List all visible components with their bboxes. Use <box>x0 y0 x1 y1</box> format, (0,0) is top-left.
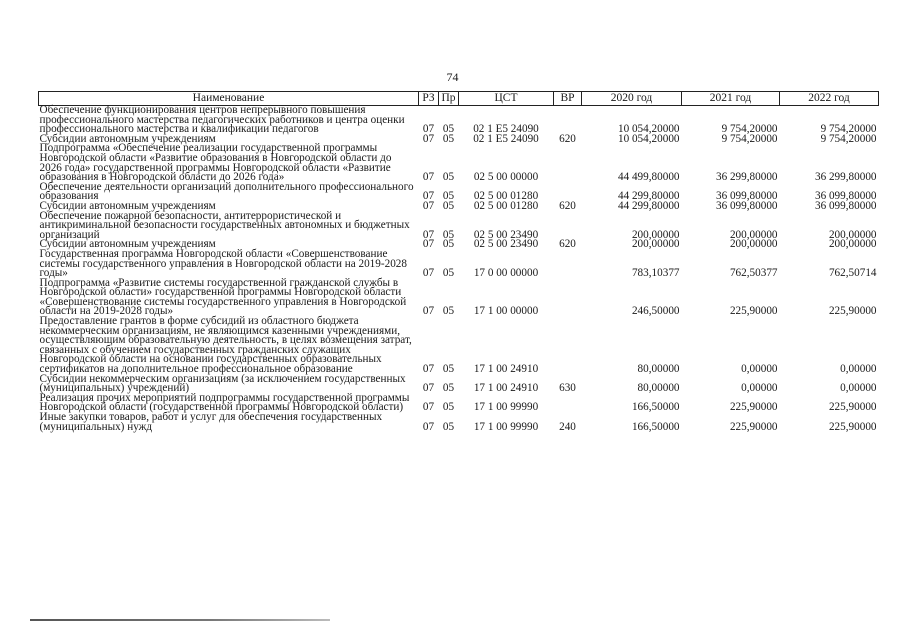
row-name: Подпрограмма «Развитие системы государственной гражданской службы в Новгородской области» государственной программы Новгородской области «Совершенствование системы государственного управления в Новгородской области на 2019-2028 годы» <box>39 276 407 318</box>
row-vr: 240 <box>559 420 576 433</box>
row-amount-2022: 225,90000 <box>828 401 877 414</box>
row-amount-2020: 166,50000 <box>631 420 680 433</box>
row-name: Обеспечение деятельности организаций дополнительного профессионального образования <box>39 180 414 203</box>
header-pr: Пр <box>439 92 459 106</box>
page-number: 74 <box>446 70 459 84</box>
row-amount-2020: 200,00000 <box>631 238 680 251</box>
row-rz: 07 <box>422 199 435 212</box>
table-row <box>39 317 879 375</box>
header-rz: РЗ <box>419 92 439 106</box>
row-pr: 05 <box>442 228 455 241</box>
row-pr: 05 <box>442 363 455 376</box>
row-vr <box>554 212 582 241</box>
row-amount-2022: 0,00000 <box>840 363 877 376</box>
row-amount-2021: 225,90000 <box>729 305 778 318</box>
row-cst: 17 1 00 00000 <box>473 305 539 318</box>
row-amount-2021: 0,00000 <box>741 382 778 395</box>
row-name: Обеспечение функционирования центров непрерывного повышения профессионального мастерства педагогических работников и центра оценки профессионального мастерства и квалификации педагогов <box>39 104 405 136</box>
row-amount-2022: 200,00000 <box>828 238 877 251</box>
row-amount-2021: 0,00000 <box>741 363 778 376</box>
row-cst: 02 1 Е5 24090 <box>473 123 539 136</box>
bottom-rule <box>30 619 330 621</box>
row-rz: 07 <box>422 363 435 376</box>
row-amount-2021: 36 099,80000 <box>715 199 778 212</box>
row-amount-2022: 36 099,80000 <box>814 190 877 203</box>
row-rz: 07 <box>422 238 435 251</box>
row-vr <box>554 317 582 375</box>
row-amount-2022: 36 099,80000 <box>814 199 877 212</box>
row-rz: 07 <box>422 123 435 136</box>
row-amount-2022: 9 754,20000 <box>820 132 877 145</box>
table-row <box>39 212 879 241</box>
row-rz: 07 <box>422 305 435 318</box>
header-name: Наименование <box>39 92 419 106</box>
row-vr <box>554 144 582 182</box>
row-name: Государственная программа Новгородской области «Совершенствование системы государственного управления в Новгородской области на 2019-2028 годы» <box>39 247 407 280</box>
row-cst: 02 5 00 23490 <box>473 238 539 251</box>
row-cst: 17 1 00 99990 <box>473 401 539 414</box>
row-rz: 07 <box>422 401 435 414</box>
row-vr: 620 <box>559 132 576 145</box>
budget-table <box>38 91 879 432</box>
table-row <box>39 375 879 394</box>
row-amount-2022: 200,00000 <box>828 228 877 241</box>
row-pr: 05 <box>442 238 455 251</box>
row-pr: 05 <box>442 171 455 184</box>
row-amount-2021: 225,90000 <box>729 401 778 414</box>
row-amount-2020: 10 054,20000 <box>617 132 680 145</box>
row-amount-2020: 783,10377 <box>631 267 680 280</box>
row-amount-2021: 9 754,20000 <box>721 132 778 145</box>
row-amount-2022: 225,90000 <box>828 305 877 318</box>
row-name: Иные закупки товаров, работ и услуг для обеспечения государственных (муниципальных) нужд <box>39 411 383 433</box>
row-vr: 630 <box>559 382 576 395</box>
row-cst: 02 5 00 23490 <box>473 228 539 241</box>
row-amount-2022: 0,00000 <box>840 382 877 395</box>
row-amount-2020: 200,00000 <box>631 228 680 241</box>
row-rz: 07 <box>422 132 435 145</box>
row-amount-2020: 166,50000 <box>631 401 680 414</box>
row-amount-2021: 9 754,20000 <box>721 123 778 136</box>
row-name: Субсидии некоммерческим организациям (за исключением государственных (муниципальных) учреждений) <box>39 372 406 395</box>
row-amount-2021: 762,50377 <box>729 267 778 280</box>
row-amount-2021: 225,90000 <box>729 420 778 433</box>
row-vr <box>554 279 582 317</box>
header-2021: 2021 год <box>682 92 780 106</box>
row-name: Подпрограмма «Обеспечение реализации государственной программы Новгородской области «Развитие образования в Новгородской области до 2026 года» государственной программы Новгородской области «Развитие образования в Новгородской области до 2026 года» <box>39 142 392 184</box>
row-pr: 05 <box>442 401 455 414</box>
row-amount-2021: 200,00000 <box>729 238 778 251</box>
table-row <box>39 413 879 432</box>
row-vr: 620 <box>559 199 576 212</box>
row-amount-2022: 9 754,20000 <box>820 123 877 136</box>
table-row <box>39 250 879 279</box>
table-row <box>39 279 879 317</box>
row-rz: 07 <box>422 267 435 280</box>
row-rz: 07 <box>422 420 435 433</box>
row-pr: 05 <box>442 190 455 203</box>
row-pr: 05 <box>442 382 455 395</box>
row-vr <box>554 394 582 413</box>
row-amount-2022: 36 299,80000 <box>814 171 877 184</box>
row-amount-2020: 44 299,80000 <box>617 190 680 203</box>
row-name: Реализация прочих мероприятий подпрограммы государственной программы Новгородской области (государственной программы Новгородской области) <box>39 391 410 414</box>
row-pr: 05 <box>442 267 455 280</box>
row-cst: 17 1 00 24910 <box>473 382 539 395</box>
header-cst: ЦСТ <box>459 92 554 106</box>
row-amount-2021: 36 299,80000 <box>715 171 778 184</box>
row-vr: 620 <box>559 238 576 251</box>
row-cst: 02 5 00 01280 <box>473 190 539 203</box>
header-vr: ВР <box>554 92 582 106</box>
row-name: Субсидии автономным учреждениям <box>39 199 216 212</box>
header-2022: 2022 год <box>780 92 879 106</box>
row-name: Субсидии автономным учреждениям <box>39 238 216 251</box>
row-amount-2021: 200,00000 <box>729 228 778 241</box>
row-pr: 05 <box>442 123 455 136</box>
row-vr <box>554 250 582 279</box>
row-vr <box>554 106 582 135</box>
row-cst: 02 1 Е5 24090 <box>473 132 539 145</box>
row-rz: 07 <box>422 171 435 184</box>
row-amount-2022: 762,50714 <box>828 267 877 280</box>
row-cst: 17 1 00 99990 <box>473 420 539 433</box>
table-row <box>39 106 879 135</box>
row-name: Предоставление грантов в форме субсидий из областного бюджета некоммерческим организациям, не являющимся казенными учреждениями, осуществляющим образовательную деятельность, в целях возмещения затрат, связанных с обучением государственных гражданских служащих Новгородской области на основании государственных образовательных сертификатов на дополнительное профессиональное образование <box>39 315 412 376</box>
row-cst: 17 1 00 24910 <box>473 363 539 376</box>
row-rz: 07 <box>422 382 435 395</box>
row-cst: 17 0 00 00000 <box>473 267 539 280</box>
table-row <box>39 144 879 182</box>
row-pr: 05 <box>442 305 455 318</box>
row-pr: 05 <box>442 132 455 145</box>
table-body <box>39 106 879 433</box>
row-pr: 05 <box>442 420 455 433</box>
row-cst: 02 5 00 01280 <box>473 199 539 212</box>
row-amount-2020: 80,00000 <box>637 382 680 395</box>
row-name: Обеспечение пожарной безопасности, антитеррористической и антикриминальной безопасности государственных автономных и бюджетных организаций <box>39 209 410 241</box>
row-amount-2020: 246,50000 <box>631 305 680 318</box>
row-amount-2020: 10 054,20000 <box>617 123 680 136</box>
row-amount-2020: 44 299,80000 <box>617 199 680 212</box>
row-pr: 05 <box>442 199 455 212</box>
row-cst: 02 5 00 00000 <box>473 171 539 184</box>
row-amount-2021: 36 099,80000 <box>715 190 778 203</box>
row-amount-2020: 80,00000 <box>637 363 680 376</box>
row-rz: 07 <box>422 228 435 241</box>
row-name: Субсидии автономным учреждениям <box>39 132 216 145</box>
header-2020: 2020 год <box>582 92 682 106</box>
row-amount-2020: 44 499,80000 <box>617 171 680 184</box>
row-amount-2022: 225,90000 <box>828 420 877 433</box>
row-rz: 07 <box>422 190 435 203</box>
